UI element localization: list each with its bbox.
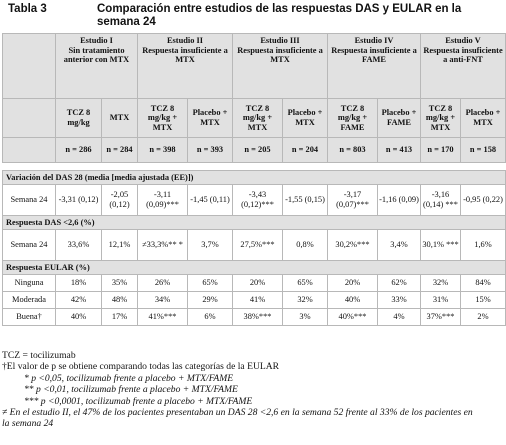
table-cell: 3,4% — [378, 230, 421, 261]
sample-size: n = 413 — [378, 138, 421, 163]
sample-size: n = 393 — [188, 138, 233, 163]
table-cell: -1,45 (0,11) — [188, 185, 233, 216]
table-title: Comparación entre estudios de las respuestas DAS y EULAR en la semana 24 — [97, 3, 462, 28]
table-cell: -2,05 (0,12) — [102, 185, 138, 216]
arm-header: TCZ 8 mg/kg + FAME — [328, 99, 378, 138]
footnote: *** p <0,0001, tocilizumab frente a placebo + MTX/FAME — [24, 395, 253, 407]
table-label: Tabla 3 — [8, 3, 47, 15]
table-cell: ≠33,3%** * — [138, 230, 188, 261]
table-cell: -3,43 (0,12)*** — [233, 185, 283, 216]
footnote: †El valor de p se obtiene comparando todas las categorías de la EULAR — [2, 361, 280, 373]
sample-size: n = 284 — [102, 138, 138, 163]
table-row — [3, 309, 506, 326]
table-cell: 35% — [102, 275, 138, 292]
table-row — [3, 292, 506, 309]
table-cell: 1,6% — [461, 230, 506, 261]
table-cell: 32% — [283, 292, 328, 309]
arm-header: TCZ 8 mg/kg + MTX — [138, 99, 188, 138]
table-cell: -1,16 (0,09) — [378, 185, 421, 216]
study-1-header: Estudio I Sin tratamiento anterior con MTX — [56, 34, 138, 99]
footnotes — [2, 350, 478, 430]
table-row — [3, 230, 506, 261]
table-header — [0, 0, 479, 32]
study-5-header: Estudio V Respuesta insuficiente a anti-FNT — [421, 34, 506, 99]
table-row — [3, 275, 506, 292]
table-cell: 15% — [461, 292, 506, 309]
das28-change-heading: Variación del DAS 28 (media [media ajustada (EE)]) — [3, 171, 506, 185]
study-4-header: Estudio IV Respuesta insuficiente a FAME — [328, 34, 421, 99]
table-cell: 84% — [461, 275, 506, 292]
table-cell: 20% — [328, 275, 378, 292]
sample-size: n = 803 — [328, 138, 378, 163]
footnote: * p <0,05, tocilizumab frente a placebo + MTX/FAME — [24, 372, 234, 384]
table-cell: -3,11 (0,09)*** — [138, 185, 188, 216]
table-row — [3, 185, 506, 216]
sample-size: n = 158 — [461, 138, 506, 163]
spacer-row — [3, 163, 506, 171]
row-label: Moderada — [3, 292, 56, 309]
arm-header: TCZ 8 mg/kg — [56, 99, 102, 138]
arm-header: Placebo + MTX — [283, 99, 328, 138]
study-header-row — [3, 34, 506, 99]
sample-size-row — [3, 138, 506, 163]
eular-response-heading: Respuesta EULAR (%) — [3, 261, 506, 275]
table-cell: 33,6% — [56, 230, 102, 261]
table-cell: 17% — [102, 309, 138, 326]
sample-size: n = 170 — [421, 138, 461, 163]
table-cell: 27,5%*** — [233, 230, 283, 261]
table-cell: 65% — [283, 275, 328, 292]
sample-size: n = 398 — [138, 138, 188, 163]
table-cell: 12,1% — [102, 230, 138, 261]
section-header — [3, 261, 506, 275]
table-cell: 34% — [138, 292, 188, 309]
table-cell: -0,95 (0,22) — [461, 185, 506, 216]
table-cell: 26% — [138, 275, 188, 292]
footnote: ≠ En el estudio II, el 47% de los pacientes presentaban un DAS 28 <2,6 en la semana 52 frente al 33% de los pacientes en la semana 24 — [2, 407, 473, 430]
study-3-header: Estudio III Respuesta insuficiente a MTX — [233, 34, 328, 99]
table-cell: 65% — [188, 275, 233, 292]
sample-size: n = 286 — [56, 138, 102, 163]
arm-header: Placebo + MTX — [188, 99, 233, 138]
table-cell: 4% — [378, 309, 421, 326]
table-cell: 33% — [378, 292, 421, 309]
table-cell: 18% — [56, 275, 102, 292]
arm-header: Placebo + FAME — [378, 99, 421, 138]
table-cell: 42% — [56, 292, 102, 309]
footnote: TCZ = tocilizumab — [2, 350, 76, 361]
table-cell: 32% — [421, 275, 461, 292]
table-cell: 30,1% *** — [421, 230, 461, 261]
table-cell: 3,7% — [188, 230, 233, 261]
arm-header: TCZ 8 mg/kg + MTX — [233, 99, 283, 138]
row-label: Semana 24 — [3, 185, 56, 216]
row-label: Semana 24 — [3, 230, 56, 261]
sample-size: n = 204 — [283, 138, 328, 163]
table-cell: 31% — [421, 292, 461, 309]
corner-cell — [3, 34, 56, 99]
table-cell: -1,55 (0,15) — [283, 185, 328, 216]
section-header — [3, 171, 506, 185]
arm-header: Placebo + MTX — [461, 99, 506, 138]
table-cell: -3,16 (0,14) *** — [421, 185, 461, 216]
arm-header: MTX — [102, 99, 138, 138]
section-header — [3, 216, 506, 230]
arm-header: TCZ 8 mg/kg + MTX — [421, 99, 461, 138]
comparison-table — [2, 33, 506, 326]
study-2-header: Estudio II Respuesta insuficiente a MTX — [138, 34, 233, 99]
arm-header-row — [3, 99, 506, 138]
table-cell: 48% — [102, 292, 138, 309]
table-cell: 40%*** — [328, 309, 378, 326]
table-cell: 0,8% — [283, 230, 328, 261]
footnote: ** p <0,01, tocilizumab frente a placebo + MTX/FAME — [24, 384, 238, 396]
table-cell: 2% — [461, 309, 506, 326]
table-cell: 40% — [328, 292, 378, 309]
table-cell: 37%*** — [421, 309, 461, 326]
sample-size: n = 205 — [233, 138, 283, 163]
table-cell: 41%*** — [138, 309, 188, 326]
table-cell: 38%*** — [233, 309, 283, 326]
table-cell: 3% — [283, 309, 328, 326]
row-label: Buena† — [3, 309, 56, 326]
table-cell: 41% — [233, 292, 283, 309]
table-cell: -3,17 (0,07)*** — [328, 185, 378, 216]
row-label: Ninguna — [3, 275, 56, 292]
table-cell: 40% — [56, 309, 102, 326]
table-cell: -3,31 (0,12) — [56, 185, 102, 216]
table-cell: 29% — [188, 292, 233, 309]
table-cell: 30,2%*** — [328, 230, 378, 261]
table-cell: 6% — [188, 309, 233, 326]
das-response-heading: Respuesta DAS <2,6 (%) — [3, 216, 506, 230]
table-cell: 62% — [378, 275, 421, 292]
table-cell: 20% — [233, 275, 283, 292]
